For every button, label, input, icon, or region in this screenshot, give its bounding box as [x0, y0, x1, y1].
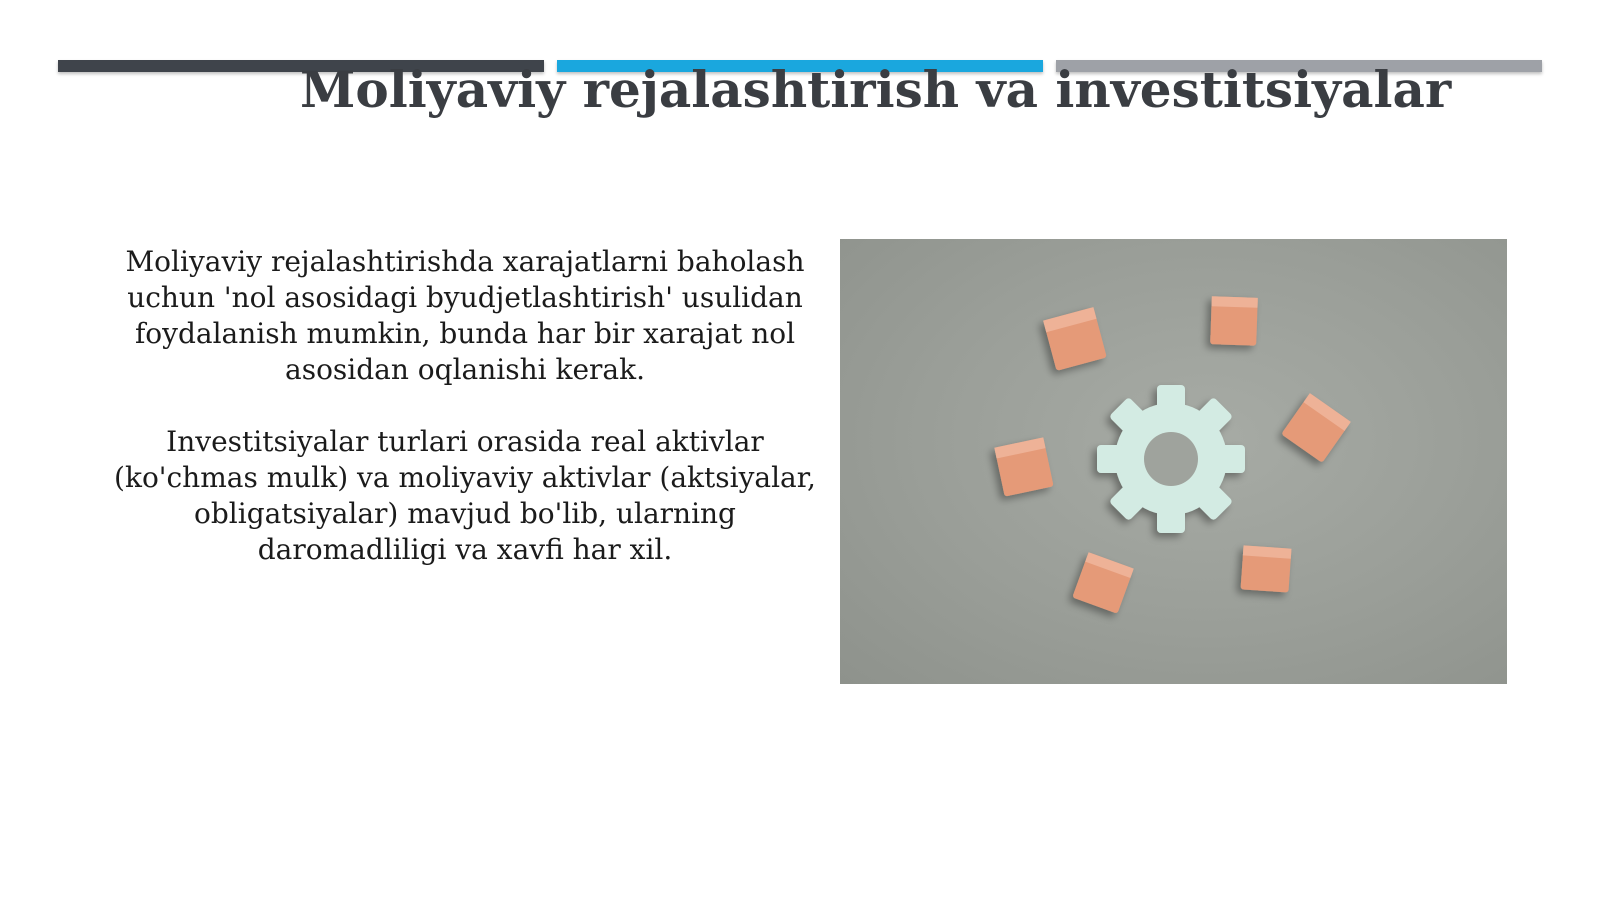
cube-icon: [1241, 545, 1292, 592]
gear-cubes-illustration: [840, 239, 1507, 684]
cube-icon: [1281, 393, 1351, 463]
paragraph-investments: Investitsiyalar turlari orasida real aktivlar (ko'chmas mulk) va moliyaviy aktivlar (aktsiyalar, obligatsiyalar) mavjud bo'lib, ularning daromadliligi va xavfi har xil.: [114, 425, 816, 566]
body-text: [110, 244, 820, 604]
gear-icon: [1097, 385, 1245, 533]
gear-cubes-photo: [840, 239, 1507, 684]
slide-title: Moliyaviy rejalashtirish va investitsiyalar: [300, 60, 1452, 119]
cube-icon: [1210, 296, 1258, 346]
cube-icon: [1072, 552, 1134, 614]
cube-icon: [994, 437, 1053, 496]
paragraph-budgeting: Moliyaviy rejalashtirishda xarajatlarni baholash uchun 'nol asosidagi byudjetlashtirish' usulidan foydalanish mumkin, bunda har bir xarajat nol asosidan oqlanishi kerak.: [125, 245, 805, 386]
cube-icon: [1043, 307, 1107, 371]
